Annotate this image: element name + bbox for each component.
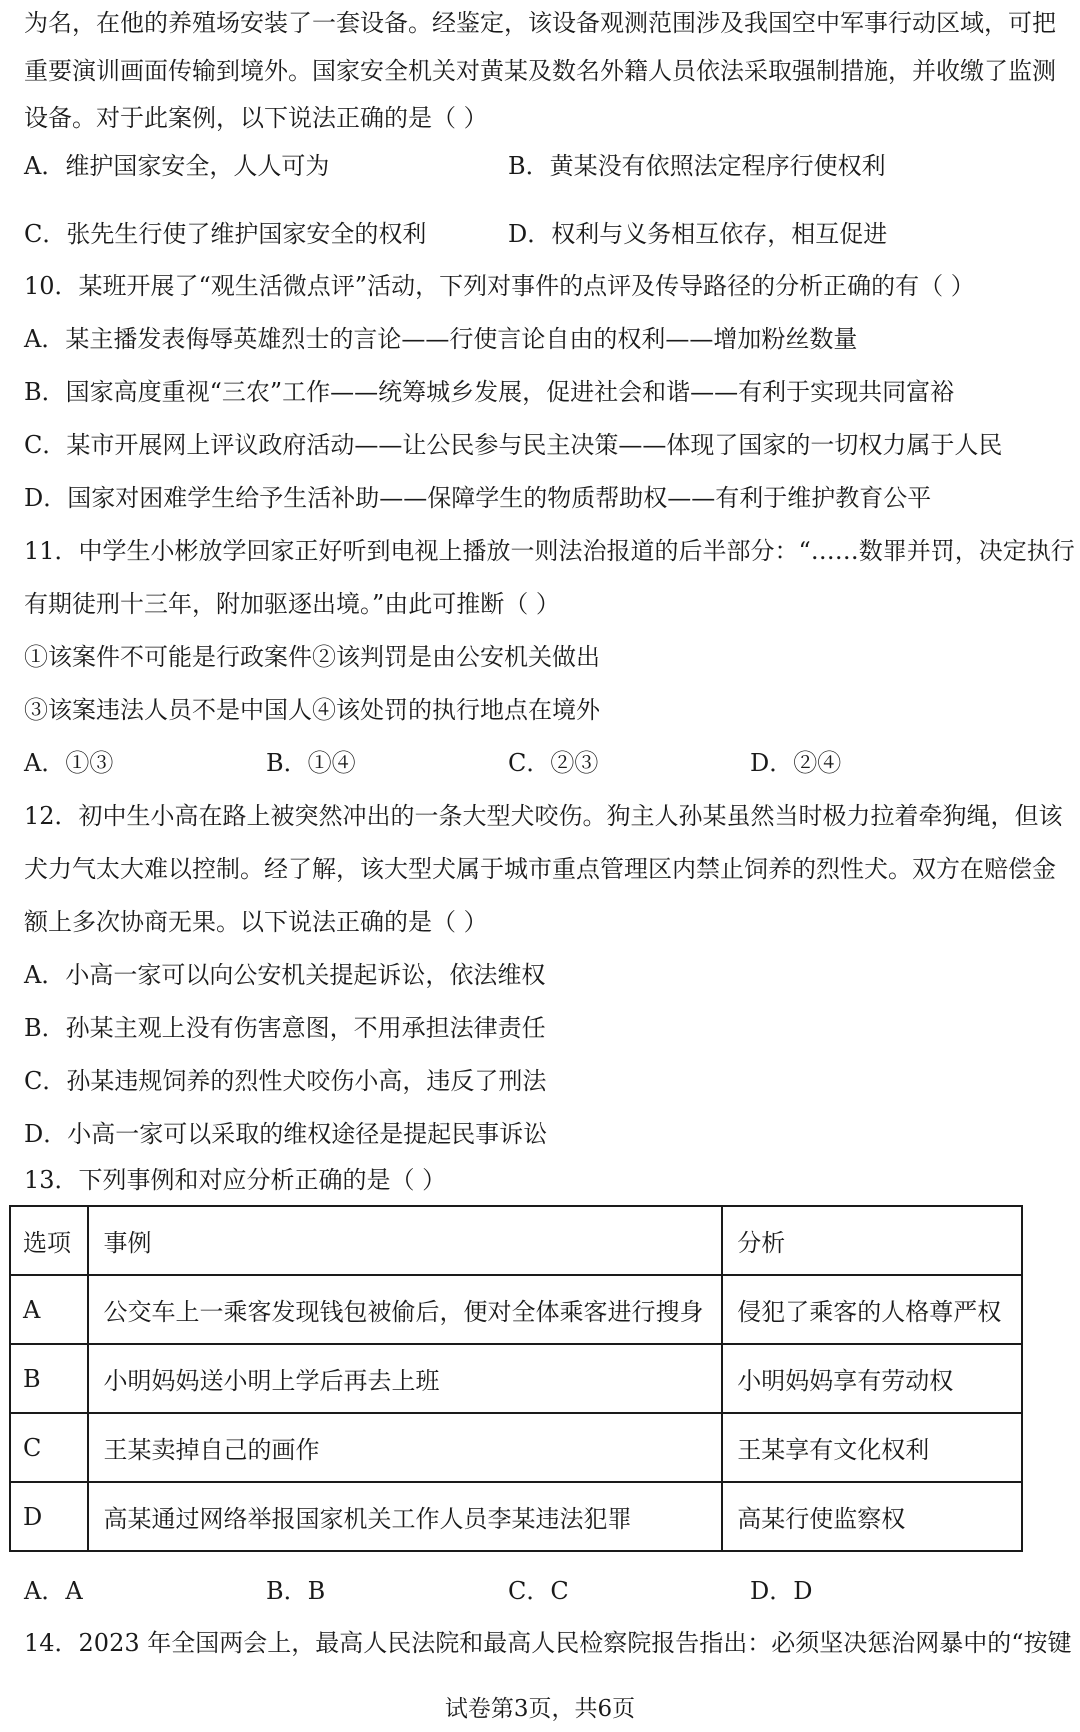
q11-statements-1: ①该案件不可能是行政案件②该判罚是由公安机关做出 xyxy=(24,643,600,671)
q11-option-c: C．②③ xyxy=(508,749,599,777)
q9-option-a: A．维护国家安全，人人可为 xyxy=(24,152,330,180)
table-cell-analysis: 王某享有文化权利 xyxy=(722,1413,1022,1482)
table-row xyxy=(10,1482,1022,1551)
q11-stem-line-1: 11．中学生小彬放学回家正好听到电视上播放一则法治报道的后半部分：“……数罪并罚，决定执行 xyxy=(24,537,1075,565)
q9-stem-line-1: 为名，在他的养殖场安装了一套设备。经鉴定，该设备观测范围涉及我国空中军事行动区域，可把 xyxy=(24,9,1056,37)
q11-stem-line-2: 有期徒刑十三年，附加驱逐出境。”由此可推断（ ） xyxy=(24,590,560,618)
q13-stem: 13．下列事例和对应分析正确的是（ ） xyxy=(24,1166,447,1194)
q9-option-c: C．张先生行使了维护国家安全的权利 xyxy=(24,220,427,248)
table-cell-option: A xyxy=(10,1275,88,1344)
q12-option-d: D．小高一家可以采取的维权途径是提起民事诉讼 xyxy=(24,1120,548,1148)
table-header-cell: 选项 xyxy=(10,1206,88,1275)
table-cell-case: 王某卖掉自己的画作 xyxy=(88,1413,722,1482)
table-cell-analysis: 高某行使监察权 xyxy=(722,1482,1022,1551)
q12-option-b: B．孙某主观上没有伤害意图，不用承担法律责任 xyxy=(24,1014,546,1042)
table-header-cell: 事例 xyxy=(88,1206,722,1275)
q10-stem: 10．某班开展了“观生活微点评”活动，下列对事件的点评及传导路径的分析正确的有（ ） xyxy=(24,272,975,300)
q10-option-a: A．某主播发表侮辱英雄烈士的言论——行使言论自由的权利——增加粉丝数量 xyxy=(24,325,858,353)
table-header-row xyxy=(10,1206,1022,1275)
q12-stem-line-1: 12．初中生小高在路上被突然冲出的一条大型犬咬伤。狗主人孙某虽然当时极力拉着牵狗绳，但该 xyxy=(24,802,1063,830)
q13-option-d: D．D xyxy=(750,1577,813,1605)
page-footer: 试卷第3页，共6页 xyxy=(444,1696,636,1722)
q10-option-c: C．某市开展网上评议政府活动——让公民参与民主决策——体现了国家的一切权力属于人民 xyxy=(24,431,1003,459)
table-row xyxy=(10,1275,1022,1344)
q12-option-c: C．孙某违规饲养的烈性犬咬伤小高，违反了刑法 xyxy=(24,1067,547,1095)
table-row xyxy=(10,1413,1022,1482)
q9-stem-line-3: 设备。对于此案例，以下说法正确的是（ ） xyxy=(24,104,488,132)
table-row xyxy=(10,1344,1022,1413)
table-header-cell: 分析 xyxy=(722,1206,1022,1275)
table-cell-case: 公交车上一乘客发现钱包被偷后，便对全体乘客进行搜身 xyxy=(88,1275,722,1344)
table-cell-analysis: 小明妈妈享有劳动权 xyxy=(722,1344,1022,1413)
table-cell-option: D xyxy=(10,1482,88,1551)
table-cell-analysis: 侵犯了乘客的人格尊严权 xyxy=(722,1275,1022,1344)
table-cell-option: C xyxy=(10,1413,88,1482)
q12-stem-line-2: 犬力气太大难以控制。经了解，该大型犬属于城市重点管理区内禁止饲养的烈性犬。双方在赔偿金 xyxy=(24,855,1056,883)
q9-option-d: D．权利与义务相互依存，相互促进 xyxy=(508,220,888,248)
q12-option-a: A．小高一家可以向公安机关提起诉讼，依法维权 xyxy=(24,961,546,989)
q11-statements-2: ③该案违法人员不是中国人④该处罚的执行地点在境外 xyxy=(24,696,600,724)
table-cell-case: 小明妈妈送小明上学后再去上班 xyxy=(88,1344,722,1413)
q9-stem-line-2: 重要演训画面传输到境外。国家安全机关对黄某及数名外籍人员依法采取强制措施，并收缴了监测 xyxy=(24,57,1056,85)
q10-option-d: D．国家对困难学生给予生活补助——保障学生的物质帮助权——有利于维护教育公平 xyxy=(24,484,932,512)
q12-stem-line-3: 额上多次协商无果。以下说法正确的是（ ） xyxy=(24,908,488,936)
table-cell-case: 高某通过网络举报国家机关工作人员李某违法犯罪 xyxy=(88,1482,722,1551)
q11-option-d: D．②④ xyxy=(750,749,842,777)
table-cell-option: B xyxy=(10,1344,88,1413)
q11-option-b: B．①④ xyxy=(266,749,356,777)
q14-stem: 14．2023 年全国两会上，最高人民法院和最高人民检察院报告指出：必须坚决惩治网暴中的“按键 xyxy=(24,1629,1072,1657)
q13-option-b: B．B xyxy=(266,1577,326,1605)
q11-option-a: A．①③ xyxy=(24,749,114,777)
q10-option-b: B．国家高度重视“三农”工作——统筹城乡发展，促进社会和谐——有利于实现共同富裕 xyxy=(24,378,955,406)
q13-table xyxy=(9,1205,1023,1552)
q9-option-b: B．黄某没有依照法定程序行使权利 xyxy=(508,152,886,180)
q13-option-c: C．C xyxy=(508,1577,569,1605)
q13-option-a: A．A xyxy=(24,1577,83,1605)
